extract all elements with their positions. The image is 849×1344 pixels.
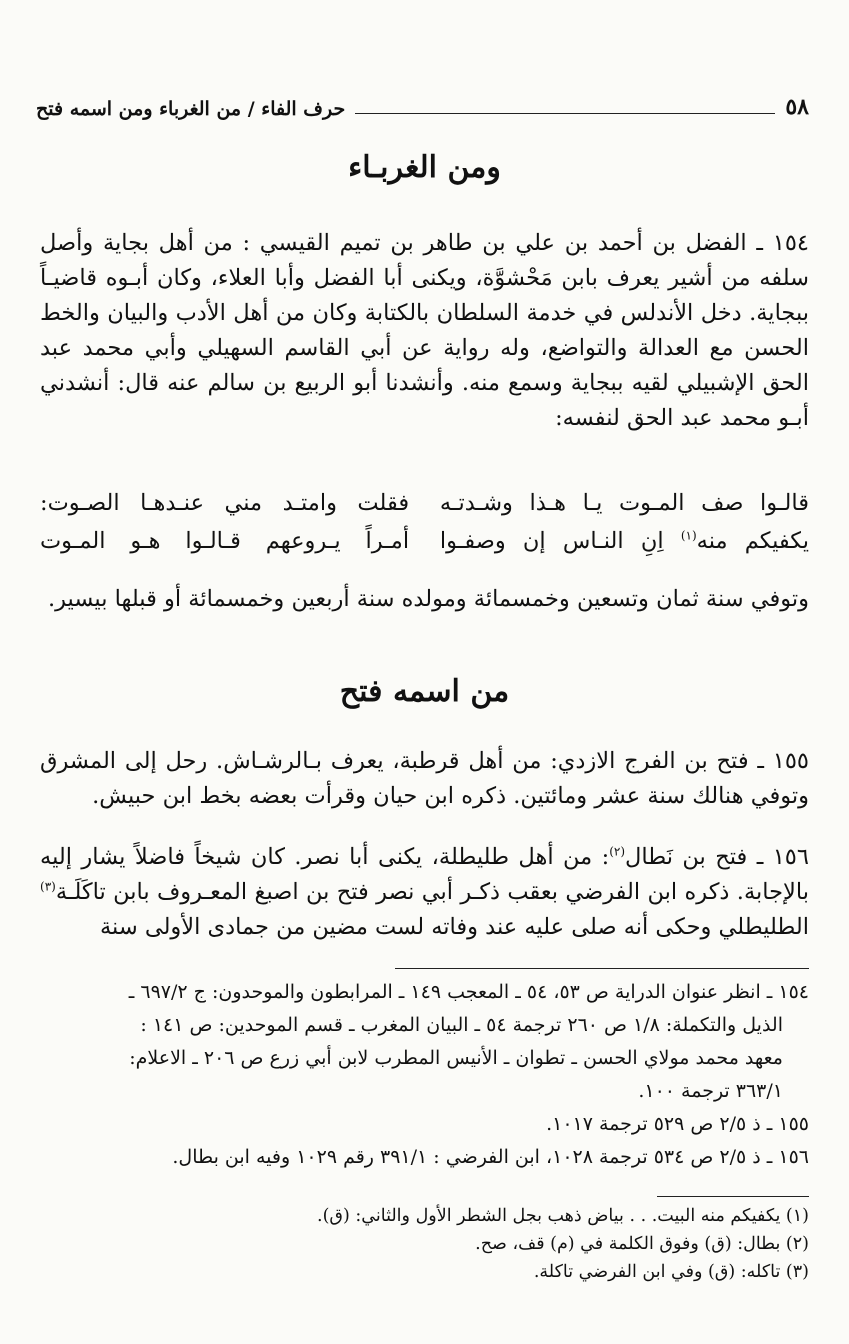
entry-155-text: ١٥٥ ـ فتح بن الفرج الازدي: من أهل قرطبة، يعرف بـالرشـاش. رحل إلى المشرق وتوفي هنالك سنة عشر ومائتين. ذكره ابن حيان وقرأت بعضه بخط ابن حبيش. (40, 748, 809, 809)
reference-155: ١٥٥ ـ ذ ٢/٥ ص ٥٢٩ ترجمة ١٠١٧. (546, 1113, 809, 1135)
reference-154-line-3: معهد محمد مولاي الحسن ـ تطوان ـ الأنيس المطرب لابن أبي زرع ص ٢٠٦ ـ الاعلام: (129, 1047, 783, 1069)
footnote-marker-2: (٢) (609, 844, 626, 859)
footnote-2: (٢) بطال: (ق) وفوق الكلمة في (م) قف، صح. (475, 1234, 809, 1254)
reference-154-line-2: الذيل والتكملة: ١/٨ ص ٢٦٠ ترجمة ٥٤ ـ البيان المغرب ـ قسم الموحدين: ص ١٤١ : (140, 1014, 783, 1036)
poem-text-pre: يكفيكم منه (696, 528, 809, 554)
reference-154-line-4: ٣٦٣/١ ترجمة ١٠٠. (638, 1080, 783, 1102)
reference-156: ١٥٦ ـ ذ ٢/٥ ص ٥٣٤ ترجمة ١٠٢٨، ابن الفرضي : ٣٩١/١ رقم ١٠٢٩ وفيه ابن بطال. (172, 1146, 809, 1168)
footnote-1: (١) يكفيكم منه البيت. . . بياض ذهب بجل الشطر الأول والثاني: (ق). (317, 1206, 809, 1226)
poem-line-1 (40, 484, 809, 522)
entry-156-part-1: ١٥٦ ـ فتح بن نَطال (625, 844, 809, 870)
footnotes-block (40, 1202, 809, 1286)
poem-line-1-hemistich-2: فقلت وامتـد مني عنـدهـا الصـوت: (40, 490, 410, 516)
footnote-3: (٣) تاكله: (ق) وفي ابن الفرضي تاكلة. (533, 1262, 809, 1282)
entry-156-part-3: الطليطلي وحكى أنه صلى عليه عند وفاته لست مضين من جمادى الأولى سنة (99, 914, 809, 940)
poem-line-2 (40, 522, 809, 560)
poem-text-post: اِنِ النـاس إن وصفـوا (439, 528, 681, 554)
entry-154-death: وتوفي سنة ثمان وتسعين وخمسمائة ومولده سنة أربعين وخمسمائة أو قبلها بيسير. (47, 586, 809, 612)
poem-line-2-hemistich-1 (440, 522, 809, 560)
references-block (40, 976, 809, 1174)
entry-156-text (40, 840, 809, 945)
entry-154-text: ١٥٤ ـ الفضل بن أحمد بن علي بن طاهر بن تميم القيسي : من أهل بجاية وأصل سلفه من أشير يعرف بابن مَحْشوَّة، ويكنى أبا الفضل وأبا العلاء، وكان أبـوه قاضيـاً ببجاية. دخل الأندلس في خدمة السلطان بالكتابة وكان من أهل الأدب والبيان والخط الحسن مع العدالة والتواضع، وله رواية عن أبي القاسم السهيلي وأبي محمد عبد الحق الإشبيلي لقيه ببجاية وسمع منه. وأنشدنا أبو الربيع بن سالم عنه قال: أنشدني أبـو محمد عبد الحق لنفسه: (40, 230, 809, 431)
running-head (36, 88, 809, 120)
footnote-marker-1: (١) (680, 528, 697, 543)
footnote-marker-3: (٣) (40, 879, 56, 894)
section-heading-strangers: ومن الغربـاء (348, 150, 501, 185)
references-divider (395, 968, 809, 969)
poem-line-2-hemistich-2: أمـراً يـروعهم قـالـوا هـو المـوت (40, 528, 410, 554)
page-number: ٥٨ (785, 94, 809, 120)
poem-line-1-hemistich-1: قالـوا صف المـوت يـا هـذا وشـدتـه (439, 490, 809, 516)
section-heading-fath: من اسمه فتح (339, 674, 510, 709)
reference-154-line-1: ١٥٤ ـ انظر عنوان الدراية ص ٥٣، ٥٤ ـ المعجب ١٤٩ ـ المرابطون والموحدون: ج ٦٩٧/٢ ـ (128, 981, 809, 1003)
running-head-title: حرف الفاء / من الغرباء ومن اسمه فتح (36, 98, 346, 120)
running-head-rule (355, 113, 775, 114)
footnotes-divider (657, 1196, 809, 1197)
entry-156-part-2: : من أهل طليطلة، يكنى أبا نصر. كان شيخاً فاضلاً يشار إليه بالإجابة. ذكره ابن الفرضي بعقب ذكـر أبي نصر فتح بن اصبغ المعـروف بابن تاكَلَـة (40, 844, 809, 905)
poem (40, 484, 809, 560)
